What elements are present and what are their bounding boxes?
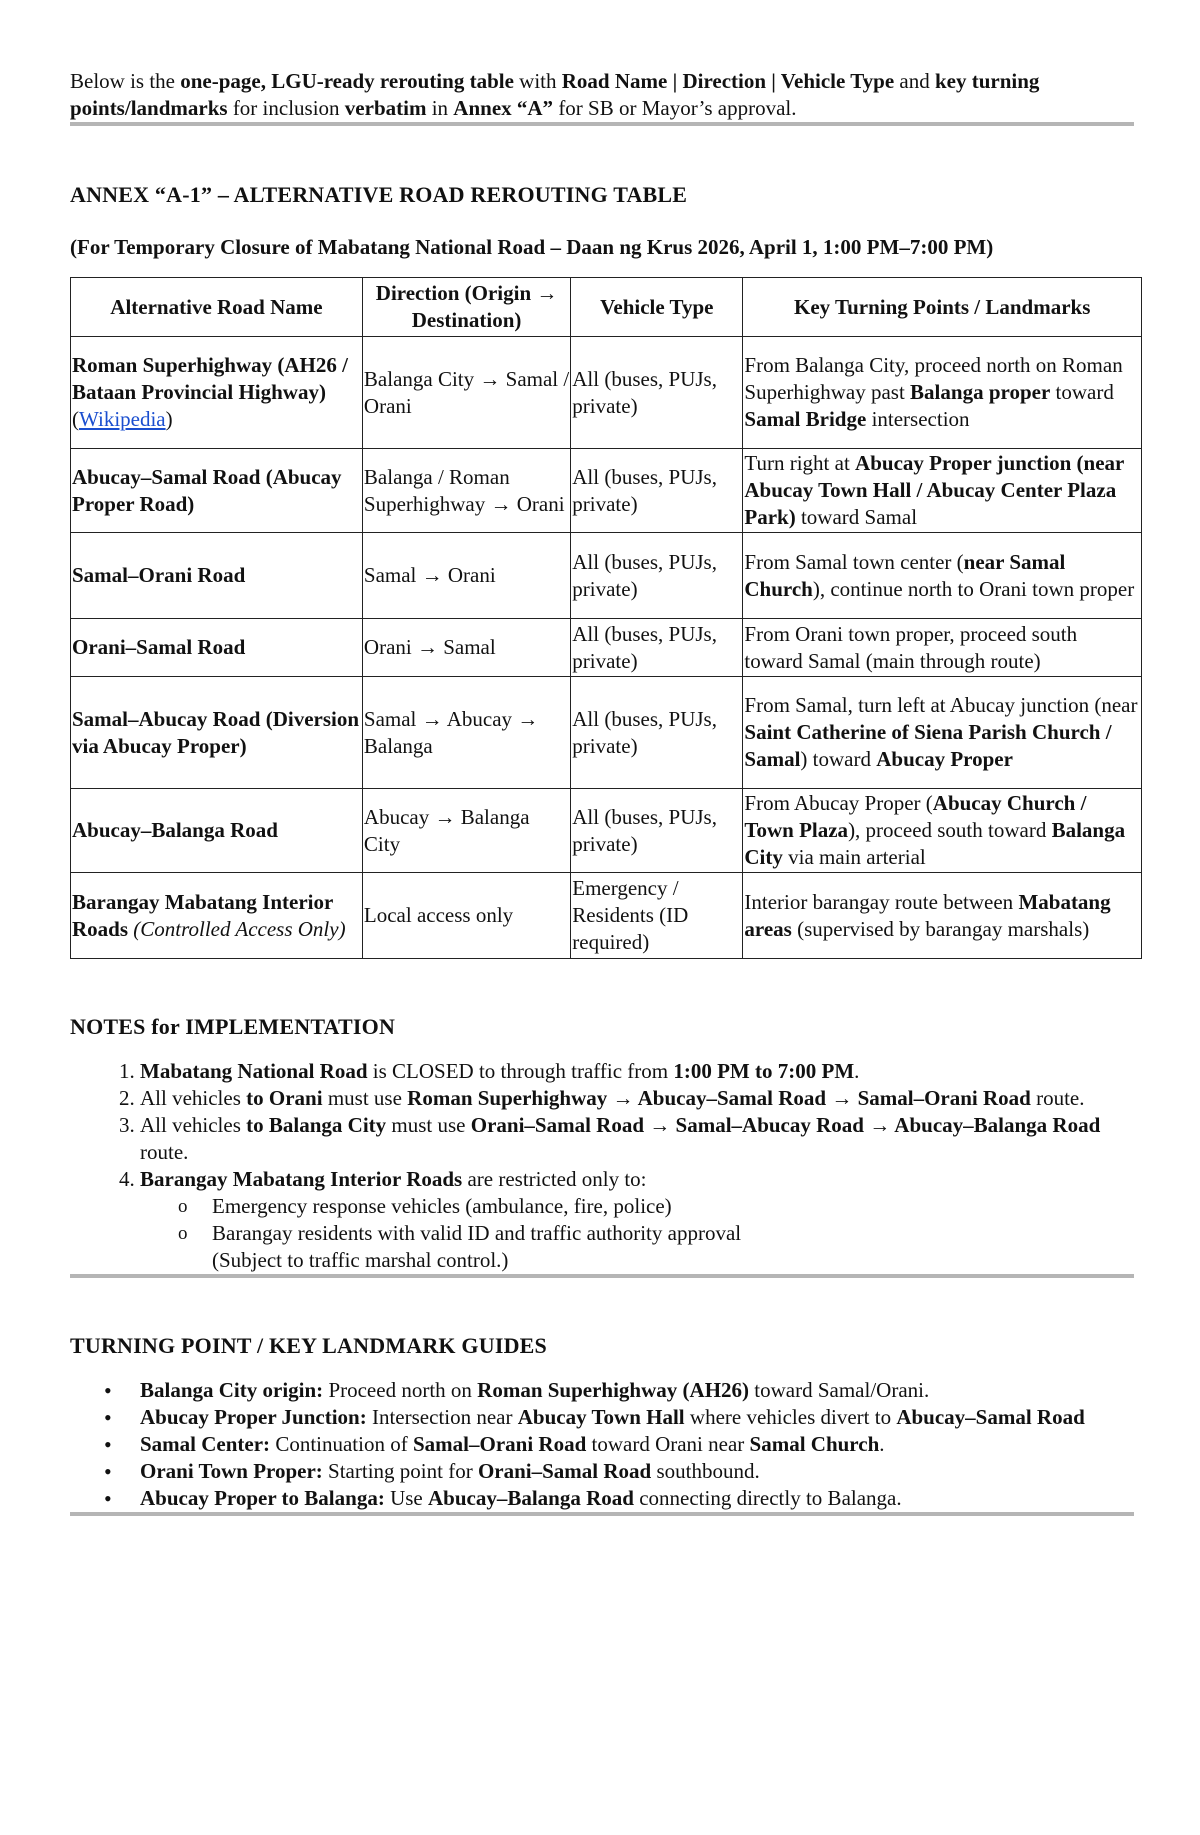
list-item <box>140 1431 1140 1458</box>
cell-vehicle-type: All (buses, PUJs, private) <box>571 337 743 449</box>
key-bold: Abucay Church / Town Plaza <box>744 791 1087 842</box>
cell-direction: Local access only <box>362 873 570 959</box>
cell-road-name <box>71 337 363 449</box>
list-item <box>140 1112 1140 1166</box>
annex-subtitle: (For Temporary Closure of Mabatang National Road – Daan ng Krus 2026, April 1, 1:00 PM–7:00 PM) <box>70 235 994 259</box>
wikipedia-link[interactable]: Wikipedia <box>79 407 166 431</box>
intro-text: for inclusion <box>227 96 345 120</box>
cell-direction: Balanga / Roman Superhighway → Orani <box>362 449 570 533</box>
guide-bold: Abucay Proper to Balanga: <box>140 1486 385 1510</box>
cell-vehicle-type: Emergency / Residents (ID required) <box>571 873 743 959</box>
note-text: must use <box>322 1086 408 1110</box>
intro-paragraph <box>70 68 1130 122</box>
note-bold: to Orani <box>246 1086 323 1110</box>
key-bold: Balanga proper <box>910 380 1051 404</box>
note-text: route. <box>1030 1086 1085 1110</box>
guide-bold: Orani Town Proper: <box>140 1459 323 1483</box>
list-item <box>140 1458 1140 1485</box>
key-text: intersection <box>866 407 970 431</box>
key-text: ) toward <box>800 747 877 771</box>
header-vehicle-type: Vehicle Type <box>571 278 743 337</box>
key-text: From Balanga City, proceed north on Roman Superhighway past <box>744 353 1123 404</box>
cell-road-name: Abucay–Samal Road (Abucay Proper Road) <box>71 449 363 533</box>
cell-direction: Abucay → Balanga City <box>362 789 570 873</box>
cell-direction: Orani → Samal <box>362 619 570 677</box>
note-text: All vehicles <box>140 1086 247 1110</box>
table-row <box>71 873 1142 959</box>
intro-bold: one-page, LGU-ready rerouting table <box>180 69 514 93</box>
guide-text: Intersection near <box>366 1405 518 1429</box>
notes-title: NOTES for IMPLEMENTATION <box>70 1014 396 1039</box>
key-text: From Abucay Proper ( <box>744 791 933 815</box>
horizontal-divider <box>70 1274 1134 1278</box>
guide-bold: Abucay Proper Junction: <box>140 1405 367 1429</box>
note-bold: to Balanga City <box>246 1113 387 1137</box>
cell-road-name: Abucay–Balanga Road <box>71 789 363 873</box>
cell-key-points <box>743 449 1142 533</box>
note-bold: Mabatang National Road <box>140 1059 368 1083</box>
note-bold: Barangay Mabatang Interior Roads <box>140 1167 463 1191</box>
cell-vehicle-type: All (buses, PUJs, private) <box>571 677 743 789</box>
list-item: o Emergency response vehicles (ambulance, fire, police) <box>140 1193 1140 1220</box>
list-item <box>140 1058 1140 1085</box>
list-item: o Barangay residents with valid ID and traffic authority approval <box>140 1220 1140 1247</box>
guide-text: connecting directly to Balanga. <box>633 1486 902 1510</box>
table-row <box>71 677 1142 789</box>
list-item <box>140 1404 1140 1431</box>
key-text: toward Samal <box>795 505 918 529</box>
key-bold: Abucay Proper <box>876 747 1013 771</box>
cell-direction: Balanga City → Samal / Orani <box>362 337 570 449</box>
key-text: (supervised by barangay marshals) <box>791 916 1090 941</box>
key-text: via main arterial <box>782 845 926 869</box>
guide-text: toward Samal/Orani. <box>749 1378 930 1402</box>
key-text: ), proceed south toward <box>848 818 1052 842</box>
table-row <box>71 449 1142 533</box>
guide-text: Starting point for <box>322 1459 478 1483</box>
note-text: . <box>854 1059 860 1083</box>
guide-text: where vehicles divert to <box>684 1405 897 1429</box>
cell-road-name: Orani–Samal Road <box>71 619 363 677</box>
guide-text: Proceed north on <box>323 1378 478 1402</box>
guide-text: Use <box>384 1486 428 1510</box>
note-bold: Orani–Samal Road → Samal–Abucay Road → Abucay–Balanga Road <box>470 1113 1101 1137</box>
note-text: are restricted only to: <box>462 1167 647 1191</box>
table-header-row <box>71 278 1142 337</box>
note-text: is CLOSED to through traffic from <box>367 1059 674 1083</box>
list-item <box>140 1166 1140 1193</box>
horizontal-divider <box>70 1512 1134 1516</box>
header-direction: Direction (Origin → Destination) <box>362 278 570 337</box>
guide-bold: Samal Church <box>749 1432 880 1456</box>
table-row <box>71 619 1142 677</box>
guide-bold: Orani–Samal Road <box>477 1459 652 1483</box>
guide-text: toward Orani near <box>586 1432 750 1456</box>
annex-title: ANNEX “A-1” – ALTERNATIVE ROAD REROUTING TABLE <box>70 182 688 207</box>
note-text: All vehicles <box>140 1113 247 1137</box>
cell-key-points <box>743 533 1142 619</box>
paren-text: ) <box>165 407 173 431</box>
cell-direction: Samal → Orani <box>362 533 570 619</box>
table-row <box>71 337 1142 449</box>
key-text: toward <box>1050 380 1114 404</box>
guide-bold: Abucay–Balanga Road <box>427 1486 634 1510</box>
intro-bold: Road Name | Direction | Vehicle Type <box>561 69 895 93</box>
key-text: From Samal, turn left at Abucay junction (near <box>744 693 1138 717</box>
intro-bold: verbatim <box>344 96 427 120</box>
list-item <box>140 1485 1140 1512</box>
note-text: route. <box>140 1140 189 1164</box>
list-item <box>140 1377 1140 1404</box>
intro-bold: Annex “A” <box>453 96 554 120</box>
cell-vehicle-type: All (buses, PUJs, private) <box>571 789 743 873</box>
cell-vehicle-type: All (buses, PUJs, private) <box>571 619 743 677</box>
sub-note: (Subject to traffic marshal control.) <box>212 1248 509 1272</box>
key-bold: Saint Catherine of Siena Parish Church / Samal <box>744 720 1112 771</box>
table-row <box>71 533 1142 619</box>
cell-key-points <box>743 677 1142 789</box>
guide-bold: Abucay Town Hall <box>517 1405 685 1429</box>
notes-list <box>70 1058 1140 1193</box>
header-key-turning-points: Key Turning Points / Landmarks <box>743 278 1142 337</box>
guides-title: TURNING POINT / KEY LANDMARK GUIDES <box>70 1333 547 1358</box>
note-text: must use <box>386 1113 471 1137</box>
guide-text: . <box>879 1432 885 1456</box>
key-bold: Balanga City <box>744 818 1126 869</box>
cell-key-points <box>743 789 1142 873</box>
guide-bold: Abucay–Samal Road <box>896 1405 1085 1429</box>
document-page <box>70 68 1140 1516</box>
road-name-text: Roman Superhighway (AH26 / Bataan Provincial Highway) <box>72 353 348 404</box>
key-text: Interior barangay route between <box>744 889 1019 914</box>
table-row <box>71 789 1142 873</box>
cell-road-name: Samal–Orani Road <box>71 533 363 619</box>
cell-vehicle-type: All (buses, PUJs, private) <box>571 533 743 619</box>
note-bold: 1:00 PM to 7:00 PM <box>673 1059 855 1083</box>
guide-bold: Samal Center: <box>140 1432 271 1456</box>
header-road-name: Alternative Road Name <box>71 278 363 337</box>
cell-direction: Samal → Abucay → Balanga <box>362 677 570 789</box>
guides-list <box>70 1377 1140 1512</box>
guide-bold: Samal–Orani Road <box>412 1432 587 1456</box>
key-text: Turn right at <box>744 451 856 475</box>
guide-text: southbound. <box>651 1459 760 1483</box>
horizontal-divider <box>70 122 1134 126</box>
intro-text: and <box>894 69 935 93</box>
key-bold: Mabatang areas <box>744 889 1111 941</box>
guide-bold: Roman Superhighway (AH26) <box>477 1378 750 1402</box>
intro-text: in <box>426 96 454 120</box>
road-name-italic: (Controlled Access Only) <box>128 916 346 941</box>
key-bold: Abucay Proper junction (near Abucay Town Hall / Abucay Center Plaza Park) <box>744 451 1124 529</box>
intro-text: Below is the <box>70 69 181 93</box>
cell-key-points <box>743 337 1142 449</box>
intro-bold: key turning points/landmarks <box>70 69 1040 120</box>
cell-road-name <box>71 873 363 959</box>
rerouting-table <box>70 277 1142 959</box>
cell-key-points <box>743 873 1142 959</box>
cell-key-points: From Orani town proper, proceed south toward Samal (main through route) <box>743 619 1142 677</box>
key-text: From Samal town center ( <box>744 549 964 574</box>
road-name-text: Barangay Mabatang Interior Roads <box>72 889 333 941</box>
cell-vehicle-type: All (buses, PUJs, private) <box>571 449 743 533</box>
guide-bold: Balanga City origin: <box>140 1378 324 1402</box>
key-text: ), continue north to Orani town proper <box>812 576 1135 601</box>
notes-sublist <box>70 1193 1140 1247</box>
paren-text: ( <box>72 407 79 431</box>
cell-road-name: Samal–Abucay Road (Diversion via Abucay Proper) <box>71 677 363 789</box>
key-bold: Samal Bridge <box>744 407 867 431</box>
key-bold: near Samal Church <box>744 549 1066 601</box>
guide-text: Continuation of <box>270 1432 413 1456</box>
intro-text: for SB or Mayor’s approval. <box>553 96 797 120</box>
list-item <box>140 1085 1140 1112</box>
note-bold: Roman Superhighway → Abucay–Samal Road → Samal–Orani Road <box>407 1086 1031 1110</box>
intro-text: with <box>513 69 562 93</box>
